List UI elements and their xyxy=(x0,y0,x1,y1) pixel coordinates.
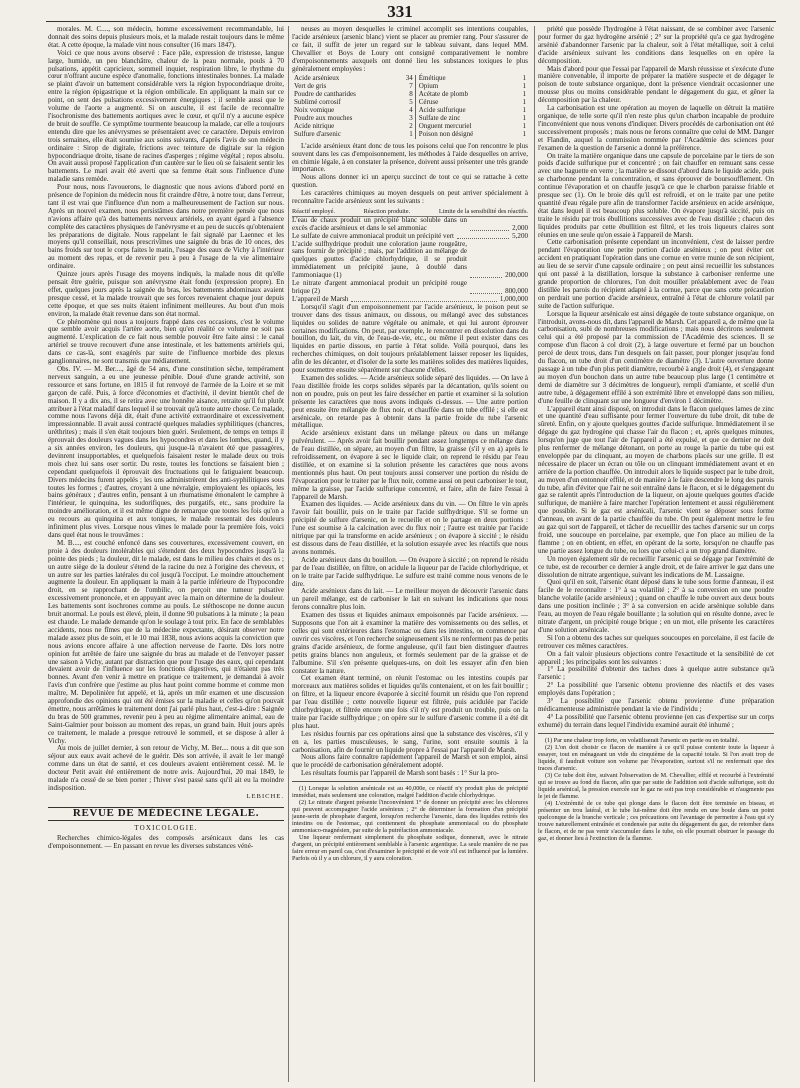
substance-count: 7 xyxy=(409,82,413,91)
paragraph: Les résidus fournis par ces opérations ainsi que la substance des viscères, s'il y en a, les parties musculeuses, le sang, l'urine, sont ensuite soumis à la carbonisation, afin de fournir un liquide propre à l'essai par l'appareil de Marsh. xyxy=(292,729,528,754)
substance-count: 1 xyxy=(409,129,413,138)
reaction-text: L'appareil de Marsh xyxy=(292,294,349,303)
reaction-text: L'eau de chaux produit un précipité blanc soluble dans un excès d'acide arsénieux et dans le sel ammoniac xyxy=(292,215,467,232)
paragraph: Examen des tissus et liquides animaux empoisonnés par l'acide arsénieux. — Supposons que l'on ait à examiner la matière des vomissements ou des selles, et celles qui sont extérieures dans l'estomac ou dans les intestins, on commence par ouvrir ces viscères, et l'on recherche soigneusement s'ils ne renferment pas de petits grains d'acide arsénieux, de forme anguleuse, qu'il faut bien distinguer d'autres petits grains blancs non anguleux, et formés seulement par de la graisse et de l'albumine. S'il s'en présente quelques-uns, on doit les essayer afin d'en bien constater la nature. xyxy=(292,611,528,675)
paragraph: Au mois de juillet dernier, à son retour de Vichy, M. Ber.... nous a dit que son séjour aux eaux avait achevé de le guérir. Dès son arrivée, il avait le 1er mangé comme dans un état de santé, et ces douleurs avaient entièrement cessé. M. le docteur Petit avait été entièrement de notre avis. Aujourd'hui, 20 mai 1849, le malade n'a cessé de se bien porter ; l'hiver s'est passé sans qu'il ait eu la moindre indisposition. xyxy=(48,744,284,792)
paragraph: 1° La possibilité d'obtenir des taches dues à quelque autre substance qu'à l'arsenic ; xyxy=(538,665,774,682)
footnote: (2) Le nitrate d'argent présente l'inconvénient 1° de donner un précipité avec les chlorures qui peuvent accompagner l'acide arsénieux ; 2° de déterminer la formation d'un précipité jaune-serin de phosphate d'argent, lorsqu'on recherche l'arsenic, dans des liquides retirés des intestins ou de l'estomac, qui contiennent du phosphate ammoniacal ou du phosphate ammoniaco-magnésien, par suite de la putréfaction ammoniacale. xyxy=(292,799,528,835)
leader-dots xyxy=(351,296,496,302)
substance-count: 1 xyxy=(522,113,526,122)
paragraph: M. B...., est couché enfoncé dans ses couvertures, excessivement couvert, en proie à des douleurs intolérables qui s'étendent des deux hypocondres jusqu'à la pointe des pieds ; la douleur, dit le malade, est dans le milieu des chairs et des os ; un autre siège de la douleur s'étend de la racine du nez à l'origine des cheveux, et un autre sur les parties latérales du col jusqu'à l'occiput. Le moindre attouchement augmente la douleur. En appliquant la main à la partie inférieure de l'hypocondre droit, en se rapprochant de l'ombilic, on perçoit une tumeur pulsative excessivement prononcée, et en appuyant avec la main on détermine de la douleur. Les battements sont isochrones comme au pouls. Le stéthoscope ne donne aucun bruit anormal. Le pouls est élevé, plein, il donne 90 pulsations à la minute ; la peau est chaude. Le malade demande qu'on le soulage à tout prix. En face de semblables accidents, nous ne fîmes que de la médecine expectante, désirant observer notre malade assez plus de soin, et le 10 mai 1838, nous avions acquis la conviction que nous avions encore affaire à une affection nerveuse de l'aorte. Dès lors notre opinion fut arrêtée de faire une saignée du bras au malade et de l'envoyer passer une saison à Vichy, autant par distraction que pour l'usage des eaux, qui cependant devaient avoir de l'influence sur les fonctions digestives, qui n'étaient pas très bonnes. Avant d'en venir à mettre en pratique ce traitement, je demandai à avoir l'avis d'un confrère que j'estime au plus haut point comme homme et comme mon maître, M. Depolinière fut appelé, et là, après un mûr examen et une discussion approfondie des opinions qui ont été émises sur la maladie et celles qu'on pouvait émettre, nous arrêtâmes le traitement dont j'ai parlé plus haut, c'est-à-dire : Saignée du bras de 500 grammes, revenir peu à peu au régime alimentaire animal, eau de Saint-Galmier pour boisson au moment des repas, un grand bain. Huit jours après ce traitement, le malade a presque retrouvé le sommeil, et se dispose à aller à Vichy. xyxy=(48,538,284,745)
paragraph: On a fait valoir plusieurs objections contre l'exactitude et la sensibilité de cet appareil ; les principales sont les suivantes : xyxy=(538,649,774,666)
substance-count: 1 xyxy=(522,106,526,115)
sensitivity-value: 2,000 xyxy=(512,223,528,232)
paragraph: 3° La possibilité que l'arsenic obtenu provienne d'une préparation médicamenteuse administrée pendant la vie de l'individu ; xyxy=(538,697,774,713)
substance-name: Sulfate de zinc xyxy=(418,113,461,122)
paragraph: Obs. IV. — M. Ber...., âgé de 54 ans, d'une constitution sèche, tempérament nerveux sanguin, a eu une jeunesse pénible. Doué d'une grande activité, son ressource et sans fortune, en 1815 il fut renvoyé de l'armée de la Loire et se mit garçon de café. Puis, à force d'économies et d'activité, il devint bientôt chef de maison. Il y a dix ans, il se retira avec une honnête aisance, retraite qu'il fut plutôt attribuer à l'état maladif dans lequel il se trouvait qu'à toute autre chose. Ce malade, comme nous l'avons déjà dit, était d'une activité extraordinaire et excessivement impressionnable. Il avait aussi contracté quelques maladies syphilitiques (chancres, uréthrites) ; mais il s'en était toujours bien guéri. Seulement, de temps en temps il éprouvait des douleurs vagues dans les hypocondres et dans les lombes, quand, il y a six années environ, les douleurs, qui jusque-là n'avaient été que passagères, devinrent insupportables, et quelquefois faisaient rester le malade deux ou trois mois chez lui sans oser sortir. Du reste, toutes les fonctions se faisaient bien ; cependant quelquefois il éprouvait des fructuations qui le fatiguaient beaucoup. Divers médecins furent appelés ; les uns administrèrent des anti-syphilitiques sous toutes les formes ; d'autres, croyant à une névralgie, employaient les opiacés, les bains généraux ; d'autres enfin, pensant à un rhumatisme émonalent le camphre à l'intérieur, le quinquina, les sudorifiques, des purgatifs, etc., sans produire la moindre amélioration, et il est même digne de remarque que toutes les fois qu'on a eu recours au quinquina et aux toniques, le malade ressentait des douleurs infiniment plus vives. Lorsque nous vîmes le malade pour la première fois, voici dans quel état nous le trouvâmes : xyxy=(48,364,284,539)
reaction-text: Le sulfate de cuivre ammoniacal produit un précipité vert xyxy=(292,231,455,240)
substance-count: 1 xyxy=(522,129,526,138)
substance-count: 1 xyxy=(522,74,526,83)
substance-name: Noix vomique xyxy=(294,106,335,115)
paragraph: priété que possède l'hydrogène à l'état naissant, de se combiner avec l'arsenic pour former du gaz hydrogène arsénié ; 2° sur la propriété qu'a ce gaz hydrogène arsénié d'abandonner l'arsenic par la chaleur, soit à l'état métallique, soit à celui d'acide arsénieux suivant les conditions dans lesquelles on en opère la décomposition. xyxy=(538,26,774,65)
column-2 xyxy=(292,26,528,1076)
paragraph: Ce phénomène qui nous a toujours frappé dans ces occasions, c'est le volume que semble avoir acquis l'artère aorte, bien qu'en réalité ce volume ne soit pas augmenté. L'explication de ce fait nous semble pouvoir être faite ainsi : le canal artériel se trouve recouvert d'une anse intestinale, et les battements artériels qui, dans ce cas-là, sont exagérés par suite de l'influence morbide des plexus ganglionnaires, ne sont transmis que médiatement. xyxy=(48,317,284,366)
paragraph: Les caractères chimiques au moyen desquels on peut arriver spécialement à reconnaître l'acide arsénieux sont les suivants : xyxy=(292,189,528,206)
column-1 xyxy=(48,26,284,1084)
footnotes xyxy=(292,785,528,862)
paragraph: 2° La possibilité que l'arsenic obtenu provienne des réactifs et des vases employés dans l'opération ; xyxy=(538,681,774,698)
column-divider xyxy=(534,26,535,1082)
col1-paragraphs xyxy=(48,26,284,793)
paragraph: Cette carbonisation présente cependant un inconvénient, c'est de laisser perdre pendant l'évaporation une petite portion d'acide arsénieux ; on peut éviter cet accident en pratiquant l'opération dans une cornue en verre munie de son récipient, au lieu de se servir d'une capsule ordinaire ; on peut ainsi recueillir les substances qui ont passé à la distillation, lorsque la substance à carboniser renferme une grande proportion de chlorures, l'on doit mouiller préalablement avec de l'eau distillée les parois du récipient adapté à la cornue, parce que sans cette précaution on perdrait une portion d'acide arsénieux, entraîné à l'état de chlorure volatil par suite de l'action sulfurique. xyxy=(538,238,774,310)
footnote: Une liqueur renfermant simplement du phosphate sodique, donnerait, avec le nitrate d'argent, un précipité entièrement semblable à l'arsenic argentique. La seule manière de ne pas faire erreur en pareil cas, c'est d'examiner le précipité et de voir s'il est influencé par la lumière. Parfois où il y a un chlorure, il y aura coloration. xyxy=(292,834,528,863)
substance-count: 3 xyxy=(409,113,413,122)
paragraph: La carbonisation est une opération au moyen de laquelle on détruit la matière organique, de telle sorte qu'il n'en reste plus qu'un charbon incapable de produire l'inconvénient que nous venons d'indiquer. Divers procédés de carbonisation ont été successivement proposés ; mais nous ne ferons connaître que celui de MM. Danger et Flandin, auquel la commission nommée par l'Académie des sciences pour l'examen de la question de l'arsenic a donné la préférence. xyxy=(538,104,774,152)
paragraph: Recherches chimico-légales des composés arsénicaux dans les cas d'empoisonnement. — En passant en revue les diverses substances véné- xyxy=(48,833,284,850)
paragraph: L'appareil étant ainsi disposé, on introduit dans le flacon quelques lames de zinc et une quantité d'eau suffisante pour fermer l'ouverture du tube droit, dit tube de sûreté. Enfin, on y ajoute quelques gouttes d'acide sulfurique. Immédiatement il se dégage du gaz hydrogène qui chasse l'air du flacon ; et, après quelques minutes, lorsqu'on juge que tout l'air de l'appareil a été expulsé, et que ce dernier ne doit plus renfermer de mélange détonant, on porte au rouge la partie du tube qui est enveloppée par du clinquant, au moyen de charbons placés sur une grille. Il est nécessaire de placer un écran ou tôle ou un clinquant immédiatement avant et en arrière de la portion chauffée. On introduit alors le liquide suspect par le tube droit, au moyen d'un entonnoir effilé, et de manière à le faire descendre le long des parois du tube, afin d'éviter que l'air ne soit entraîné dans le flacon, et si le dégagement du gaz se ralentit après l'introduction de la liqueur, on ajoute quelques gouttes d'acide sulfurique, de manière à faire marcher l'opération lentement et aussi régulièrement que possible. Si le gaz est arsénicali, l'arsenic vient se déposer sous forme d'anneau, en avant de la partie chauffée du tube. On peut également mettre le feu au gaz qui sort de l'appareil, et tâcher de recueillir des taches d'arsenic sur un corps froid, une soucoupe en porcelaine, par exemple, que l'on place au milieu de la flamme ; on en obtient, en effet, en opérant de la sorte, lorsqu'on ne chauffe pas une partie assez longue du tube, ou lors que celui-ci a un trop grand diamètre. xyxy=(538,404,774,555)
reaction-row xyxy=(292,241,528,281)
footnote: (1) Lorsque la solution arsénicale est au 40,000e, ce réactif n'y produit plus de précipité immédiat, mais seulement une coloration, malgré l'addition d'acide chlorhydrique. xyxy=(292,785,528,800)
header-rule xyxy=(46,21,776,22)
substance-count: 1 xyxy=(522,121,526,130)
substance-name: Acétate de plomb xyxy=(418,90,469,99)
paragraph: Acide arsénieux existant dans un mélange pâteux ou dans un mélange pulvérulent. — Après avoir fait bouillir pendant assez longtemps ce mélange dans de l'eau distillée, on sépare, au moyen d'un filtre, la graisse (s'il y en a) après le refroidissement, on évapore à sec le liquide clair, on reprend le résidu par l'eau distillée, et on examine si la solution présente les caractères que nous avons mentionnés plus haut. On peut toujours aussi conserver une portion du résidu de l'évaporation pour le traiter par le flux noir, comme aussi on peut carboniser le tout, même la graisse, par l'acide sulfurique concentré, et faire, afin de faire l'essai à l'appareil de Marsh. xyxy=(292,429,528,501)
reaction-text: Le nitrate d'argent ammoniacal produit un précipité rouge brique (2) xyxy=(292,279,467,295)
paragraph: Pour nous, nous l'avouerons, le diagnostic que nous avions d'abord porté en présence de l'opinion du médecin nous fit craindre d'être, à notre tour, dans l'erreur, tant il est vrai que l'influence d'un nom a malheureusement de l'action sur nous. Après un nouvel examen, nous persistâmes dans notre première pensée que nous n'avions affaire qu'à des battements nerveux artériels, en ayant égard à l'absence complète des caractères physiques de l'anévrysme et au peu de succès qu'obtenaient les préparations de digitale. Nous rappelant le fait signalé par Laennec et les moyens qu'il conseillait, nous prescrivîmes une saignée du bras de 10 onces, des bains froids sur tout le corps faites le matin, l'usage des eaux de Vichy à l'intérieur au moment des repas, et de revenir peu à peu à l'usage de la vie alimentaire ordinaire. xyxy=(48,183,284,271)
substance-name: Onguent mercuriel xyxy=(418,121,472,130)
poison-frequency-table xyxy=(292,75,528,138)
paragraph: Quinze jours après l'usage des moyens indiqués, la malade nous dit qu'elle pensait être guérie, puisque son anévrysme était fondu (expression propre). En effet, quelques jours après la saignée du bras, les battements abdominaux avaient presque cessé, et la malade trouvait que ses forces revenaient chaque jour depuis cette époque, et que ses nuits étaient infiniment meilleures. Au bout d'un mois environ, la malade était revenue dans son état normal. xyxy=(48,270,284,318)
substance-name: Poison non désigné xyxy=(418,129,474,138)
leader-dots xyxy=(470,241,502,279)
paragraph: Acide arsénieux dans du bouillon. — On évapore à siccité ; on reprend le résidu par de l'eau distillée, on filtre, on acidule la liqueur par de l'acide chlorhydrique, et on le traite par l'acide sulfhydrique. Le sulfure est traité comme nous venons de le dire. xyxy=(292,555,528,588)
paragraph: Lorsqu'il s'agit d'un empoisonnement par l'acide arsénieux, le poison peut se trouver dans des tissus animaux, ou dissous, ou mélangé avec des substances liquides ou solides de nature végétale ou animale, et qui lui auront éprouver certaines modifications. On peut, par exemple, le rencontrer en dissolution dans du bouillon, du lait, du vin, de l'eau-de-vie, etc., ou même il peut exister dans ces liquides en partie dissous, en partie à l'état solide. Voilà pourquoi, dans les recherches chimiques, on doit toujours préalablement laisser reposer les liquides, afin de les décanter, et d'isoler de la sorte les matières solides des matières liquides, pour soumettre ensuite séparément sur chacune d'elles. xyxy=(292,302,528,375)
substance-count: 1 xyxy=(522,98,526,107)
header-sensitivity: Limite de la sensibilité des réactifs. xyxy=(438,207,528,215)
substance-count: 4 xyxy=(409,106,413,115)
substance-count: 5 xyxy=(409,98,413,107)
paragraph: Quoi qu'il en soit, l'arsenic étant déposé dans le tube sous forme d'anneau, il est facile de le reconnaître : 1° à sa volatilité ; 2° à sa conversion en une poudre blanche volatile (acide arsénieux) ; quand on chauffe le tube ouvert aux deux bouts dans une position inclinée ; 3° à sa conversion en acide arsénique soluble dans l'eau, au moyen de l'eau régale bouillante ; la solution qui en résulte donne, avec le nitrate d'argent, un précipité rouge brique ; en un mot, elle présente les caractères d'une solution arsénicale. xyxy=(538,578,774,634)
leader-dots xyxy=(470,280,502,294)
substance-name: Sulfure d'arsenic xyxy=(294,129,341,138)
substance-count: 1 xyxy=(522,82,526,91)
substance-count: 1 xyxy=(522,90,526,99)
subsection-title: TOXICOLOGIE. xyxy=(134,823,198,832)
header-reagent: Réactif employé. xyxy=(292,207,336,215)
substance-name: Acide nitrique xyxy=(294,121,335,130)
substance-name: Opium xyxy=(418,82,439,91)
footnotes xyxy=(538,737,774,842)
footnote: (3) Ce tube doit être, suivant l'observation de M. Chevallier, effilé et recourbé à l'extrémité qui se trouve au fond du flacon, afin que par suite de l'addition soit d'acide sulfurique, soit du liquide arsénical, la pression exercée sur le gaz ne soit pas trop considérable et n'augmente pas le jet de flamme. xyxy=(538,771,774,800)
paragraph: Mais d'abord pour que l'essai par l'appareil de Marsh réussisse et s'exécute d'une manière convenable, il importe de préparer la matière suspecte et de dégager le poison de toute substance organique, dont la présence viendrait occasionner une mousse plus ou moins considérable pendant le dégagement du gaz, et gêner la décomposition par la chaleur. xyxy=(538,64,774,105)
footnote: (1) Par une chaleur trop forte, on volatiliserait l'arsenic en partie ou en totalité. xyxy=(545,736,740,744)
paragraph: Voici ce que nous avons observé : Face pâle, expression de tristesse, langue large, humide, un peu blanchâtre, chaleur de la peau normale, pouls à 70 pulsations, appétit capricieux, sommeil inquiet, respiration libre, le rhythme du cœur n'offrant aucune espèce d'anomalie, fonctions intestinales bonnes. La malade se plaint d'avoir un battement considérable vers la région hypocondriaque droite, entre la région épigastrique et la région ombilicale. En appliquant la main sur ce point, on sent des pulsations excessivement énergiques ; il semble aussi que le volume de l'aorte a augmenté. Si on ausculte, il est facile de reconnaître l'isochronisme des battements aortiques avec le cœur, et qu'il n'y a aucune espèce de bruit de souffle. Ce symptôme tourmente beaucoup la malade, car elle a toujours entendu dire que les anévrysmes se présentaient avec ce caractère. Depuis environ trois semaines, elle était soumise aux soins suivants, d'après l'avis de son médecin ordinaire : Sirop de digitale, frictions avec teinture de digitale sur la région hypocondriaque droite, tisane de racines d'asperges ; régime végétal ; repos absolu. On avait aussi proposé l'application d'un cautère sur le lieu où se faisaient sentir les battements. Le mari avait été averti que sa femme était sous l'influence d'une maladie sans remède. xyxy=(48,48,284,184)
paragraph: Examen des liquides. — Acide arsénieux dans du vin. — On filtre le vin après l'avoir fait bouillir, puis on le traite par l'acide sulfhydrique. S'il se forme un précipité de sulfure d'arsenic, on le recueille et on le partage en deux portions : l'une est soumise à la calcination avec du flux noir ; l'autre est traitée par l'acide nitrique par qui la transforme en acide arsénieux ; on évapore à siccité ; le résidu est dissous dans de l'eau distillée, et la solution essayée avec les réactifs que nous avons nommés. xyxy=(292,500,528,556)
paragraph: On traite la matière organique dans une capsule de porcelaine par le tiers de son poids d'acide sulfurique pur et concentré ; on fait chauffer en remuant sans cesse avec une baguette en verre ; la matière se dissout d'abord dans le liquide acide, puis se charbonne pendant la concentration, et sans éprouver de boursoufflement. On continue l'évaporation et on chauffe jusqu'à ce que le charbon paraisse friable et presque sec (1). On le broie dès qu'il est refroidi, et on le traite par une petite quantité d'eau régale pure afin de transformer l'acide arsénieux en acide arsénique, état dans lequel il est beaucoup plus soluble. On évapore jusqu'à siccité, puis on traite le résidu par trois ébullitions successives avec de l'eau distillée ; chacun des liquides produits par cette ébullition est filtré, et les trois liqueurs claires sont réunies en une seule qu'on essaie à l'appareil de Marsh. xyxy=(538,151,774,239)
paragraph: Acide arsénieux dans du lait. — Le meilleur moyen de découvrir l'arsenic dans un pareil mélange, est de carboniser le lait en suivant les indications que nous ferons connaître plus loin. xyxy=(292,587,528,612)
sensitivity-value: 800,000 xyxy=(505,287,528,295)
substance-name: Acide sulfurique xyxy=(418,106,466,115)
substance-count: 2 xyxy=(409,121,413,130)
substance-name: Acide arsénieux xyxy=(294,74,340,83)
paragraph: Les résultats fournis par l'appareil de Marsh sont basés : 1° Sur la pro- xyxy=(301,769,500,778)
substance-name: Sublimé corrosif xyxy=(294,98,341,107)
paragraph: Un moyen également sûr de recueillir l'arsenic qui se dégage par l'extrémité de ce tube, est de recourber ce dernier à angle droit, et de faire arriver le gaz dans une dissolution de nitrate argentique, suivant les indications de M. Lassaigne. xyxy=(538,554,774,579)
footnote: (4) L'extrémité de ce tube qui plonge dans le flacon doit être terminée en biseau, et présenter un trou latéral, et le tube lui-même doit être rendu en une boule dans un point quelconque de la branche verticale ; ces précautions ont l'avantage de permettre à l'eau qui s'y trouve naturellement entraînée et condensée par suite du dégagement du gaz, de retomber dans le flacon, et de ne pas venir s'accumuler dans le tube, où elle pourrait obstruer le passage du gaz, et donner lieu à l'extinction de la flamme. xyxy=(538,799,774,842)
paragraph: Examen des solides. — Acide arsénieux solide séparé des liquides. — On lave à l'eau distillée froide les corps solides séparés par la décantation, qu'ils soient ou non en poudre, puis on peut les faire dessécher en partie et examiner si la solution présente les caractères que nous avons indiqués ci-dessus. — Une autre portion peut ensuite être mélangée de flux noir, et chauffée dans un tube effilé ; si elle est arsénicale, on retarde pas à obtenir dans la partie froide du tube l'arsenic métallique. xyxy=(292,373,528,430)
author-signature: LEBICHE. xyxy=(246,792,284,800)
paragraph: 4° La possibilité que l'arsenic obtenu provienne (en cas d'expertise sur un corps exhumé) du terrain dans lequel l'individu examiné aurait été inhumé ; xyxy=(538,712,774,729)
substance-name: Poudre de cantharides xyxy=(294,90,356,99)
header-reaction: Réaction produite. xyxy=(363,207,411,215)
paragraph: neuses au moyen desquelles le criminel accomplit ses intentions coupables, l'acide arsénieux (arsenic blanc) vient se placer au premier rang. Pour s'assurer de ce fait, il suffit de jeter un regard sur le tableau suivant, dans lequel MM. Chevallier et Boys de Loury ont consigné comparativement le nombre d'empoisonnements auxquels ont donné lieu les substances toxiques le plus généralement employées : xyxy=(292,26,528,73)
substance-name: Poudre aux mouches xyxy=(294,113,353,122)
column-divider xyxy=(288,26,289,1082)
substance-name: Vert de gris xyxy=(294,82,327,91)
paragraph: Lorsque la liqueur arsénicale est ainsi dégagée de toute substance organique, on l'introduit, avons-nous dit, dans l'appareil de Marsh. Cet appareil a, de même que la carbonisation, subi de nombreuses modifications ; mais nous décrirons seulement celui qui a été proposé par la commission de l'Académie des sciences. Il se compose d'un flacon à col droit (2), à large ouverture et fermé par un bouchon percé de deux trous, dans l'un desquels on fait passer, pour plonger jusqu'au fond du flacon, un tube droit d'un centimètre de diamètre (3). L'autre ouverture donne passage à un tube d'un plus petit diamètre, recourbé à angle droit (4), et s'engageant au moyen d'un bouchon dans un autre tube beaucoup plus large (1 centimètre et demi de diamètre sur 3 décimètres de longueur), rempli d'amiante, et scellé d'un autre tube, à dégagement effilé à son extrémité libre et enveloppé dans son milieu, d'une feuille de clinquant sur une longueur d'environ 1 décimètre. xyxy=(538,309,774,405)
footnote: (2) L'on doit choisir ce flacon de manière à ce qu'il puisse contenir toute la liqueur à essayer, tout en ménageant un vide du cinquième de la capacité totale. Si l'on avait trop de liquide, il faudrait voiture son volume par l'évaporation, surtout s'il ne renfermait que des traces d'arsenic. xyxy=(538,743,774,772)
section-title: REVUE DE MÉDECINE LÉGALE. xyxy=(48,807,284,821)
page-number: 331 xyxy=(387,2,413,21)
paragraph: Nous allons donner ici un aperçu succinct de tout ce qui se rattache à cette question. xyxy=(292,173,528,190)
substance-name: Émétique xyxy=(418,74,446,83)
reaction-text: L'acide sulfhydrique produit une coloration jaune rougeâtre, sans fournir de précipité ; mais, par l'addition au mélange de quelques gouttes d'acide chlorhydrique, il se produit immédiatement un précipité jaune, à doublé dans l'ammoniaque (1) xyxy=(292,239,467,280)
substance-count: 34 xyxy=(405,74,413,83)
paragraph: morales. M. C...., son médecin, homme excessivement recommandable, lui donnait des soins depuis plusieurs mois, et la malade restait toujours dans le même état. A cette époque, la malade vint nous consulter (16 mars 1847). xyxy=(48,26,284,49)
table-row xyxy=(292,131,528,139)
col3-paragraphs xyxy=(538,26,774,730)
col2-paragraphs xyxy=(292,304,528,778)
leader-dots xyxy=(457,233,509,239)
sensitivity-value: 200,000 xyxy=(505,271,528,280)
reaction-row xyxy=(292,217,528,233)
sensitivity-value: 5,200 xyxy=(512,231,528,240)
substance-name: Céruse xyxy=(418,98,439,107)
leader-dots xyxy=(470,217,509,231)
paragraph: Cet examen étant terminé, on réunit l'estomac ou les intestins coupés par morceaux aux matières solides et liquides qu'ils contenaient, et on les fait bouillir ; on filtre, et la liqueur encore évaporée à siccité fournit un résidu que l'on reprend par l'eau distillée ; cette nouvelle liqueur est filtrée, puis acidulée par l'acide chlorhydrique, et filtrée encore une fois s'il n'y est produit un trouble, puis on la traite par l'acide sulfhydrique ; on opère sur le sulfure d'arsenic comme il a été dit plus haut. xyxy=(292,674,528,730)
sensitivity-value: 1,000,000 xyxy=(499,294,528,303)
reaction-row xyxy=(292,280,528,296)
substance-count: 8 xyxy=(409,90,413,99)
column-3 xyxy=(538,26,774,1076)
paragraph: Si l'on a obtenu des taches sur quelques soucoupes en porcelaine, il est facile de retrouver ces mêmes caractères. xyxy=(538,633,774,650)
reaction-table xyxy=(292,217,528,304)
paragraph: Nous allons faire connaître rapidement l'appareil de Marsh et son emploi, ainsi que le procédé de carbonisation généralement adopté. xyxy=(292,753,528,770)
footnote-rule xyxy=(538,733,774,734)
footnote-rule xyxy=(292,781,528,782)
paragraph: L'acide arsénieux étant donc de tous les poisons celui que l'on rencontre le plus souvent dans les cas d'empoisonnement, les méthodes à l'aide desquelles on arrive, en chimie légale, à en constater la présence, doivent aussi présenter une très grande importance. xyxy=(292,141,528,174)
